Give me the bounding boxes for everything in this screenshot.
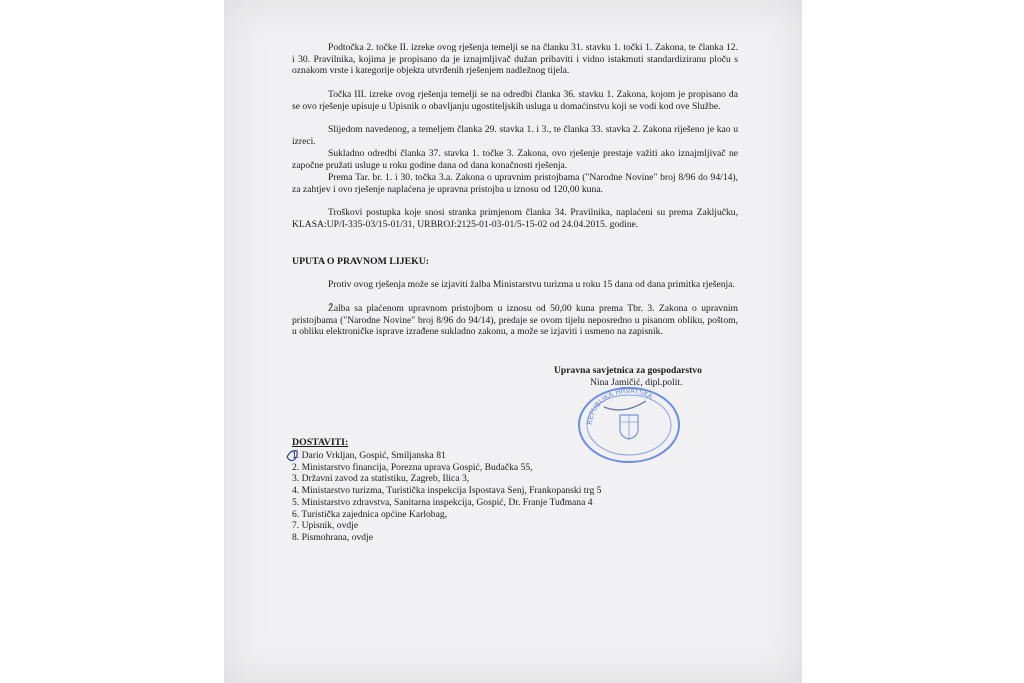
- delivery-item: 8. Pismohrana, ovdje: [292, 531, 374, 543]
- paragraph-point-3: Točka III. izreke ovog rješenja temelji se na odredbi članka 36. stavku 1. Zakona, kojom je propisano da se ovo rješenje upisuje u Upisnik o obavljanju ugostiteljskih usluga u domaćinstvu koji se vodi kod ove Službe.: [292, 89, 738, 112]
- delivery-list: [292, 450, 601, 544]
- svg-text:REPUBLIKA HRVATSKA: REPUBLIKA HRVATSKA: [585, 386, 654, 426]
- delivery-item: 2. Ministarstvo financija, Porezna uprava Gospić, Budačka 55,: [292, 461, 533, 473]
- delivery-item: 7. Upisnik, ovdje: [292, 520, 359, 532]
- delivery-item: 4. Ministarstvo turizma, Turistička inspekcija Ispostava Senj, Frankopanski trg 5: [292, 485, 602, 497]
- signature-title: Upravna savjetnica za gospodarstvo: [554, 365, 702, 376]
- delivery-item: 5. Ministarstvo zdravstva, Sanitarna inspekcija, Gospić, Dr. Franje Tuđmana 4: [292, 496, 593, 508]
- delivery-heading: DOSTAVITI:: [292, 437, 349, 448]
- delivery-item: 1. Dario Vrkljan, Gospić, Smiljanska 81: [292, 450, 446, 461]
- paragraph-validity: Sukladno odredbi članka 37. stavka 1. točke 3. Zakona, ovo rješenje prestaje važiti ako iznajmljivač ne započne pružati usluge u roku godine dana od dana konačnosti rješenja.: [292, 148, 738, 171]
- signature-name: Nina Jamičić, dipl.polit.: [590, 377, 683, 388]
- paragraph-subpoint-2: Podtočka 2. točke II. izreke ovog rješenja temelji se na članku 31. stavku 1. točki 1. Zakona, te članka 12. i 30. Pravilnika, kojima je propisano da je iznajmljivač dužan pribaviti i vidno istakmuti standardiziranu ploču s oznakom vrste i kategorije objekta utvrđenih rješenjem nadležnog tijela.: [292, 42, 738, 77]
- paragraph-fee: Prema Tar. br. 1. i 30. točka 3.a. Zakona o upravnim pristojbama ("Narodne Novine" broj 8/96 do 94/14), za zahtjev i ovo rješenje naplaćena je upravna pristojba u iznosu od 120,00 kuna.: [292, 172, 738, 195]
- paragraph-basis: Slijedom navedenog, a temeljem članka 29. stavka 1. i 3., te članka 33. stavka 2. Zakona riješeno je kao u izreci.: [292, 124, 738, 147]
- delivery-item: 6. Turistička zajednica općine Karlobag,: [292, 508, 448, 520]
- paragraph-costs: Troškovi postupka koje snosi stranka primjenom članka 34. Pravilnika, naplaćeni su prema Zaključku, KLASA:UP/I-335-03/15-01/31, URBROJ:2125-01-03-01/5-15-02 od 24.04.2015. godine.: [292, 207, 738, 230]
- delivery-item: 3. Državni zavod za statistiku, Zagreb, Ilica 3,: [292, 473, 470, 485]
- legal-remedy-heading: UPUTA O PRAVNOM LIJEKU:: [292, 256, 430, 267]
- legal-remedy-paragraph-1: Protiv ovog rješenja može se izjaviti žalba Ministarstvu turizma u roku 15 dana od dana primitka rješenja.: [328, 279, 735, 290]
- legal-remedy-paragraph-2: Žalba sa plaćenom upravnom pristojbom u iznosu od 50,00 kuna prema Tbr. 3. Zakona o upravnim pristojbama ("Narodne Novine" broj 8/96 do 94/14), predaje se ovom tijelu neposredno u pisanom obliku, poštom, u obliku elektroničke isprave izrađene sukladno zakonu, a može se izjaviti i usmeno na zapisnik.: [292, 303, 738, 338]
